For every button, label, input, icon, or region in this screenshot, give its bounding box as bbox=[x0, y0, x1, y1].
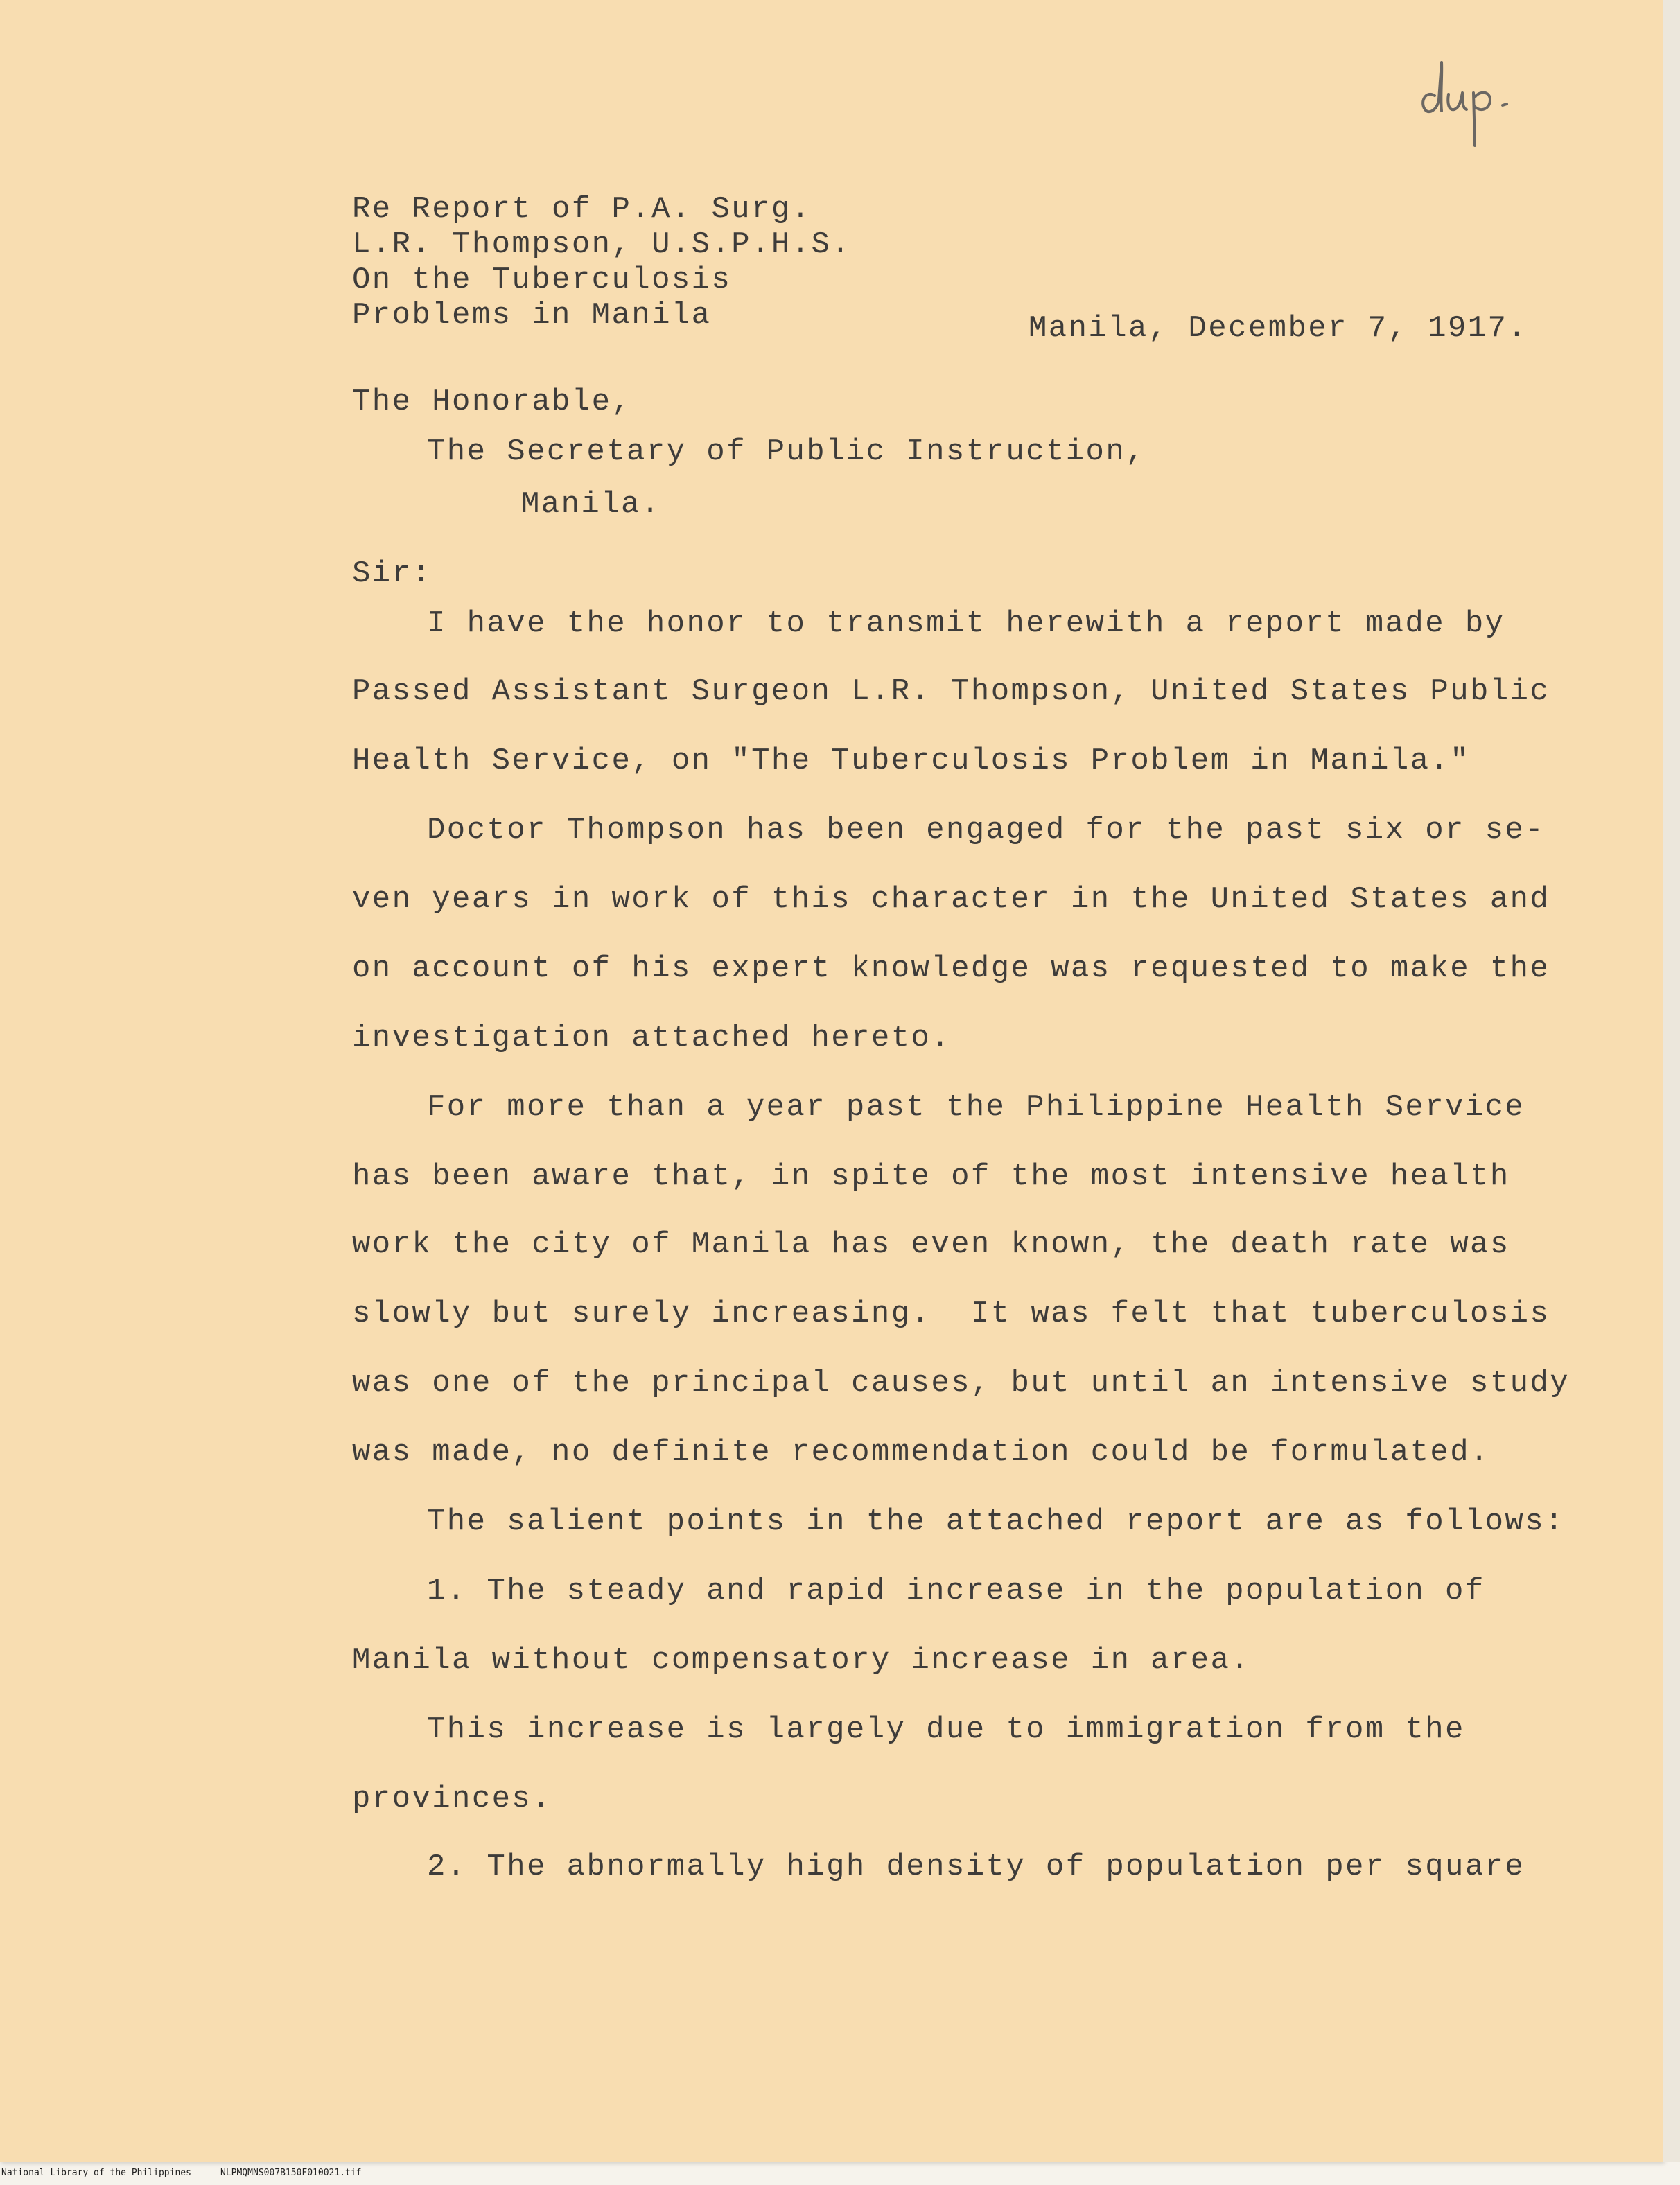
body-line: This increase is largely due to immigration from the bbox=[427, 1712, 1465, 1747]
addressee-line-1: The Honorable, bbox=[352, 385, 632, 419]
body-line: Manila without compensatory increase in area. bbox=[352, 1643, 1251, 1678]
body-line: The salient points in the attached report are as follows: bbox=[427, 1504, 1565, 1539]
body-line: ven years in work of this character in the United States and bbox=[352, 882, 1550, 917]
body-line: provinces. bbox=[352, 1782, 552, 1816]
footer-file-id: NLPMQMNS007B150F010021.tif bbox=[220, 2168, 362, 2178]
subject-line-3: On the Tuberculosis bbox=[352, 263, 732, 297]
body-line: For more than a year past the Philippine Health Service bbox=[427, 1090, 1525, 1125]
body-line: investigation attached hereto. bbox=[352, 1021, 952, 1055]
subject-line-4: Problems in Manila bbox=[352, 298, 712, 333]
subject-line-2: L.R. Thompson, U.S.P.H.S. bbox=[352, 227, 852, 262]
body-line: has been aware that, in spite of the most intensive health bbox=[352, 1159, 1510, 1194]
body-line: was made, no definite recommendation could be formulated. bbox=[352, 1435, 1490, 1470]
handwritten-dup-annotation bbox=[1414, 49, 1525, 152]
salutation: Sir: bbox=[352, 556, 432, 591]
body-line: I have the honor to transmit herewith a report made by bbox=[427, 606, 1505, 641]
body-line: Health Service, on "The Tuberculosis Problem in Manila." bbox=[352, 744, 1471, 778]
subject-line-1: Re Report of P.A. Surg. bbox=[352, 192, 812, 227]
body-line: work the city of Manila has even known, the death rate was bbox=[352, 1227, 1510, 1262]
body-line: 1. The steady and rapid increase in the population of bbox=[427, 1574, 1485, 1608]
body-line: Passed Assistant Surgeon L.R. Thompson, United States Public bbox=[352, 674, 1550, 709]
body-line: 2. The abnormally high density of population per square bbox=[427, 1850, 1525, 1884]
addressee-line-2: The Secretary of Public Instruction, bbox=[427, 435, 1146, 469]
body-line: Doctor Thompson has been engaged for the past six or se- bbox=[427, 813, 1546, 848]
scan-edge bbox=[1663, 0, 1680, 2162]
dateline: Manila, December 7, 1917. bbox=[1029, 311, 1528, 346]
body-line: on account of his expert knowledge was requested to make the bbox=[352, 951, 1550, 986]
addressee-line-3: Manila. bbox=[521, 487, 661, 522]
footer-institution: National Library of the Philippines bbox=[1, 2168, 191, 2178]
body-line: was one of the principal causes, but until an intensive study bbox=[352, 1366, 1570, 1401]
body-line: slowly but surely increasing. It was felt that tuberculosis bbox=[352, 1297, 1550, 1331]
